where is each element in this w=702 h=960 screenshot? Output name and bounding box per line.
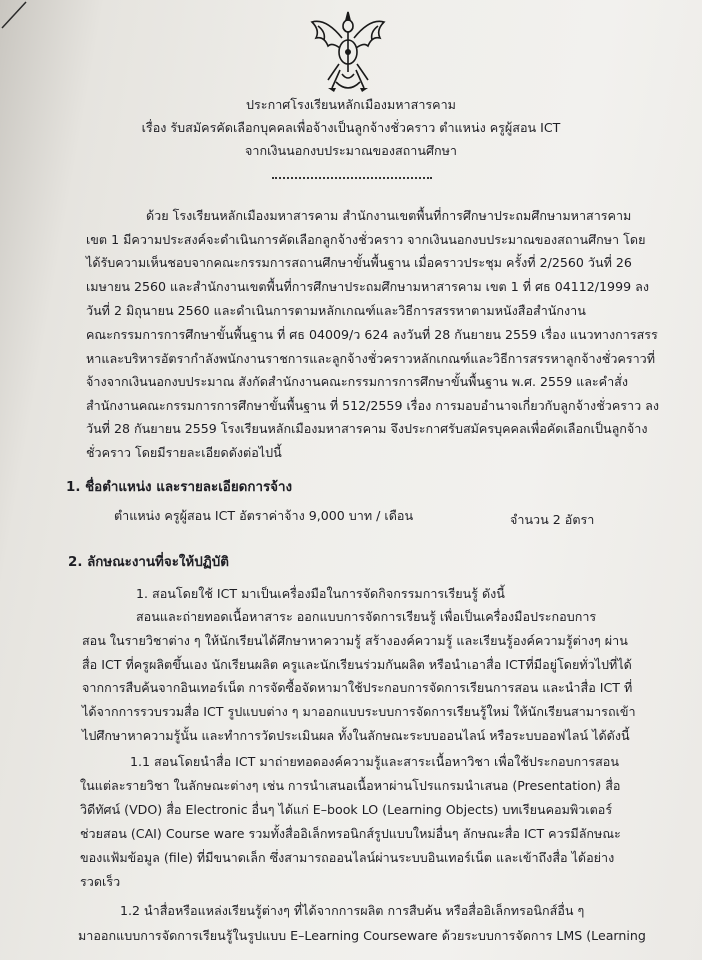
intro-line: เมษายน 2560 และสำนักงานเขตพื้นที่การศึกษาประถมศึกษามหาสารคาม เขต 1 ที่ ศธ 04112/1999 ลง	[86, 279, 649, 294]
intro-line: ชั่วคราว โดยมีรายละเอียดดังต่อไปนี้	[86, 445, 282, 460]
intro-line: หาและบริหารอัตรากำลังพนักงานราชการและลูกจ้างชั่วคราวหลักเกณฑ์และวิธีการสรรหาลูกจ้างชั่วคราวที่	[86, 351, 656, 366]
position-count: จำนวน 2 อัตรา	[510, 512, 595, 527]
intro-line: เขต 1 มีความประสงค์จะดำเนินการคัดเลือกลูกจ้างชั่วคราว จากเงินนอกงบประมาณของสถานศึกษา โดย	[86, 232, 646, 247]
item-1-heading: 1. สอนโดยใช้ ICT มาเป็นเครื่องมือในการจัดกิจกรรมการเรียนรู้ ดังนี้	[136, 586, 505, 601]
item-1-1-heading: 1.1 สอนโดยนำสื่อ ICT มาถ่ายทอดองค์ความรู้และสาระเนื้อหาวิชา เพื่อใช้ประกอบการสอน	[130, 754, 619, 769]
item-1-1-line: รวดเร็ว	[80, 874, 121, 889]
intro-line: จ้างจากเงินนอกงบประมาณ สังกัดสำนักงานคณะกรรมการการศึกษาขั้นพื้นฐาน พ.ศ. 2559 และคำสั่ง	[86, 374, 629, 389]
item-1-line: จากการสืบค้นจากอินเทอร์เน็ต การจัดซื้อจัดหามาใช้ประกอบการจัดการเรียนการสอน และนำสื่อ ICT ที่	[82, 680, 633, 695]
announcement-source: จากเงินนอกงบประมาณของสถานศึกษา	[245, 143, 457, 158]
announcement-subject: เรื่อง รับสมัครคัดเลือกบุคคลเพื่อจ้างเป็นลูกจ้างชั่วคราว ตำแหน่ง ครูผู้สอน ICT	[141, 120, 561, 135]
item-1-line: สอนและถ่ายทอดเนื้อหาสาระ ออกแบบการจัดการเรียนรู้ เพื่อเป็นเครื่องมือประกอบการ	[136, 609, 597, 624]
dotted-divider	[272, 177, 432, 179]
item-1-1-line: ของแฟ้มข้อมูล (file) ที่มีขนาดเล็ก ซึ่งสามารถออนไลน์ผ่านระบบอินเทอร์เน็ต และเข้าถึงสื่อ ได้อย่าง	[80, 850, 615, 865]
section-2-heading: 2. ลักษณะงานที่จะให้ปฏิบัติ	[68, 555, 229, 570]
intro-line: วันที่ 28 กันยายน 2559 โรงเรียนหลักเมืองมหาสารคาม จึงประกาศรับสมัครบุคคลเพื่อคัดเลือกเป็นลูกจ้าง	[86, 421, 648, 436]
intro-line: ได้รับความเห็นชอบจากคณะกรรมการสถานศึกษาขั้นพื้นฐาน เมื่อคราวประชุม ครั้งที่ 2/2560 วันที่ 26	[86, 255, 632, 270]
item-1-1-line: ช่วยสอน (CAI) Course ware รวมทั้งสื่ออิเล็กทรอนิกส์รูปแบบใหม่อื่นๆ ลักษณะสื่อ ICT ควรมีลักษณะ	[80, 826, 621, 841]
item-1-1-line: วิดีทัศน์ (VDO) สื่อ Electronic อื่นๆ ได้แก่ E–book LO (Learning Objects) บทเรียนคอมพิวเตอร์	[80, 802, 613, 817]
item-1-2-line: มาออกแบบการจัดการเรียนรู้ในรูปแบบ E–Learning Courseware ด้วยระบบการจัดการ LMS (Learning	[78, 928, 646, 943]
position-detail: ตำแหน่ง ครูผู้สอน ICT อัตราค่าจ้าง 9,000 บาท / เดือน	[114, 508, 414, 523]
garuda-emblem-icon	[306, 8, 390, 94]
item-1-line: สื่อ ICT ที่ครูผลิตขึ้นเอง นักเรียนผลิต ครูและนักเรียนร่วมกันผลิต หรือนำเอาสื่อ ICTที่มีอยู่โดยทั่วไปที่ได้	[82, 657, 632, 672]
section-1-heading: 1. ชื่อตำแหน่ง และรายละเอียดการจ้าง	[66, 480, 293, 495]
item-1-line: ได้จากการรวบรวมสื่อ ICT รูปแบบต่าง ๆ มาออกแบบระบบการจัดการเรียนรู้ใหม่ ให้นักเรียนสามารถเข้า	[82, 704, 636, 719]
intro-line: สำนักงานคณะกรรมการการศึกษาขั้นพื้นฐาน ที่ 512/2559 เรื่อง การมอบอำนาจเกี่ยวกับลูกจ้างชั่วคราว ลง	[86, 398, 660, 413]
intro-line: วันที่ 2 มิถุนายน 2560 และดำเนินการตามหลักเกณฑ์และวิธีการสรรหาตามหนังสือสำนักงาน	[86, 303, 586, 318]
announcement-title: ประกาศโรงเรียนหลักเมืองมหาสารคาม	[246, 97, 456, 112]
intro-line: ด้วย โรงเรียนหลักเมืองมหาสารคาม สำนักงานเขตพื้นที่การศึกษาประถมศึกษามหาสารคาม	[146, 208, 632, 223]
item-1-line: สอน ในรายวิชาต่าง ๆ ให้นักเรียนได้ศึกษาหาความรู้ สร้างองค์ความรู้ และเรียนรู้องค์ความรู้ต่างๆ ผ่าน	[82, 633, 628, 648]
item-1-2-heading: 1.2 นำสื่อหรือแหล่งเรียนรู้ต่างๆ ที่ได้จากการผลิต การสืบค้น หรือสื่ออิเล็กทรอนิกส์อื่น ๆ	[120, 903, 585, 918]
intro-line: คณะกรรมการการศึกษาขั้นพื้นฐาน ที่ ศธ 04009/ว 624 ลงวันที่ 28 กันยายน 2559 เรื่อง แนวทางการสรร	[86, 327, 658, 342]
folded-corner-mark	[0, 0, 60, 60]
item-1-line: ไปศึกษาหาความรู้นั้น และทำการวัดประเมินผล ทั้งในลักษณะระบบออนไลน์ หรือระบบออฟไลน์ ได้ดังนี้	[82, 728, 630, 743]
item-1-1-line: ในแต่ละรายวิชา ในลักษณะต่างๆ เช่น การนำเสนอเนื้อหาผ่านโปรแกรมนำเสนอ (Presentation) สื่อ	[80, 778, 621, 793]
